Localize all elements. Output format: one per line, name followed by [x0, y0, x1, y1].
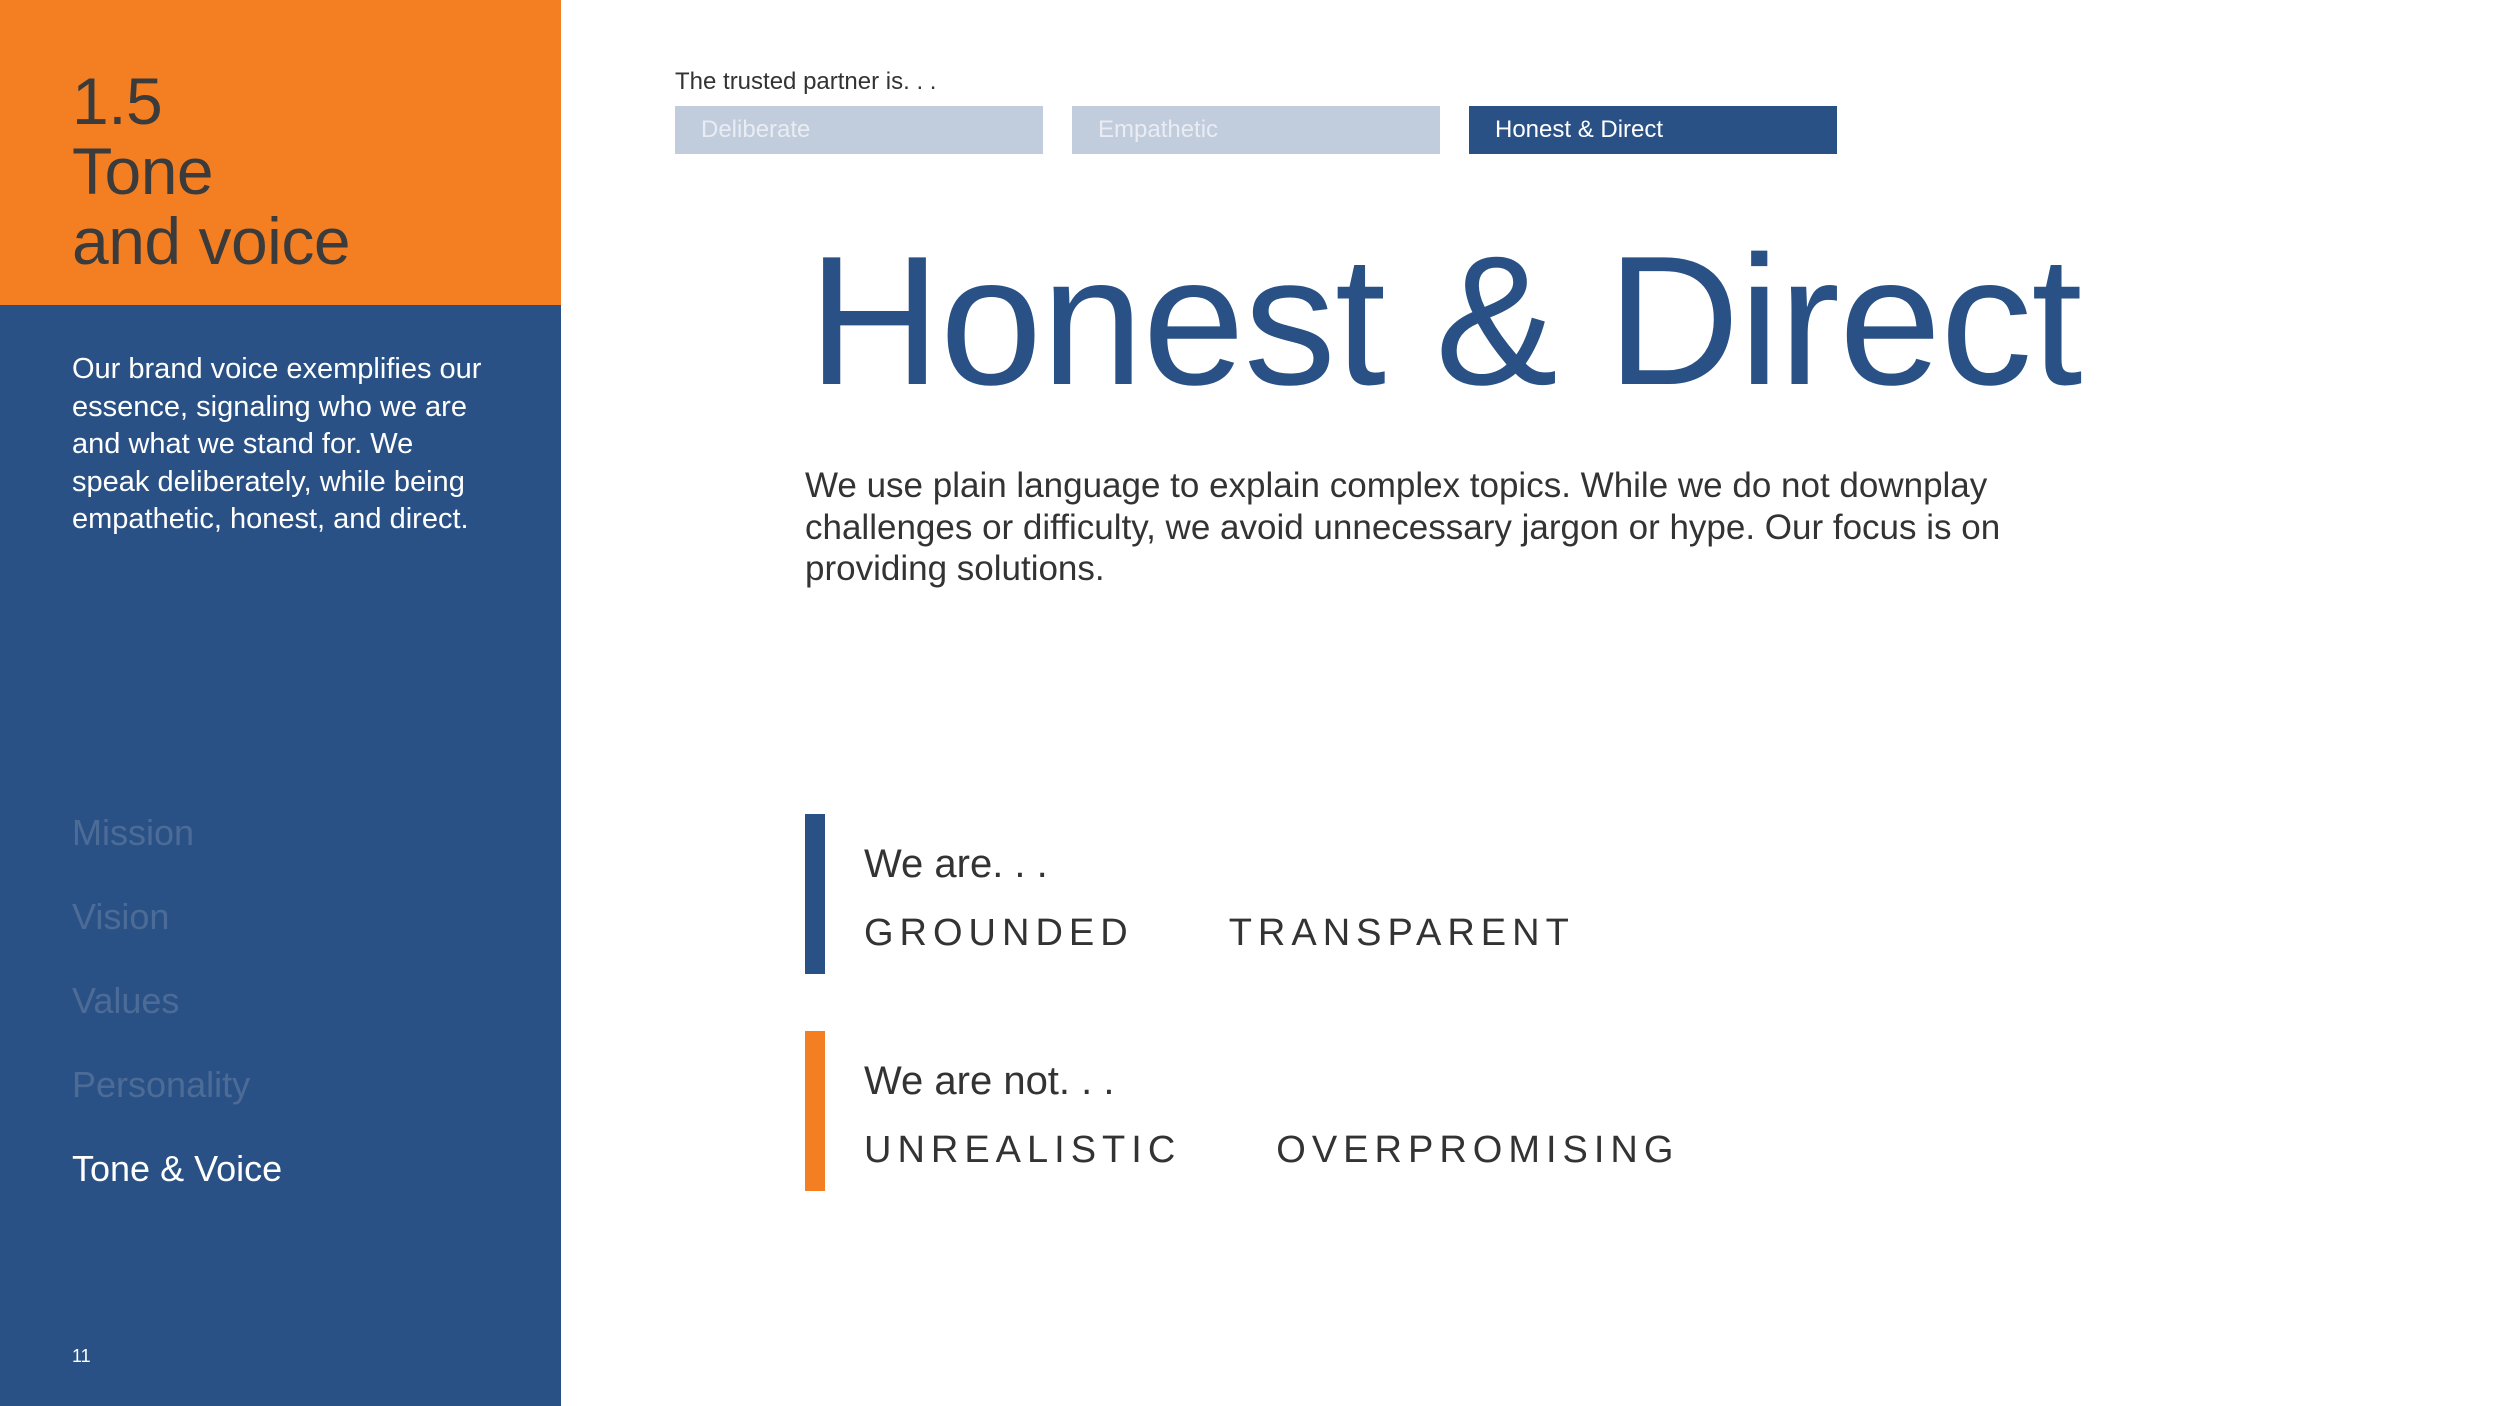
we-are-not-accent-bar	[805, 1031, 825, 1191]
section-number: 1.5	[72, 64, 163, 138]
main-content	[561, 0, 2500, 1406]
section-title	[72, 136, 512, 276]
nav-item-personality[interactable]: Personality	[72, 1064, 251, 1105]
we-are-not-words	[864, 1125, 1679, 1175]
trait-word-overpromising: OVERPROMISING	[1276, 1129, 1680, 1171]
nav-item-mission[interactable]: Mission	[72, 812, 195, 853]
trait-word-grounded: GROUNDED	[864, 912, 1134, 954]
tab-honest-direct[interactable]: Honest & Direct	[1469, 106, 1837, 154]
nav-item-tone-voice[interactable]: Tone & Voice	[72, 1148, 283, 1189]
tab-deliberate[interactable]: Deliberate	[675, 106, 1043, 154]
we-are-not-title: We are not. . .	[864, 1059, 1115, 1103]
section-header	[0, 0, 561, 305]
intro-text: Our brand voice exemplifies our essence, signaling who we are and what we stand for. We speak deliberately, while being empathetic, honest, and direct.	[72, 353, 482, 535]
tab-empathetic[interactable]: Empathetic	[1072, 106, 1440, 154]
page-number: 11	[72, 1346, 91, 1366]
nav-item-values[interactable]: Values	[72, 980, 180, 1021]
nav-item-vision[interactable]: Vision	[72, 896, 170, 937]
section-navigation	[72, 805, 282, 1225]
we-are-not-block	[805, 1031, 1805, 1191]
section-title-text: Tone and voice	[72, 134, 351, 278]
lead-label: The trusted partner is. . .	[675, 68, 937, 95]
trait-word-transparent: TRANSPARENT	[1228, 912, 1575, 954]
hero-title: Honest & Direct	[808, 217, 2082, 423]
we-are-words	[864, 908, 1575, 958]
hero-body: We use plain language to explain complex topics. While we do not downplay challenges or difficulty, we avoid unnecessary jargon or hype. Our focus is on providing solutions.	[805, 466, 2001, 588]
we-are-accent-bar	[805, 814, 825, 974]
sidebar	[0, 0, 561, 1406]
we-are-title: We are. . .	[864, 842, 1048, 886]
trait-word-unrealistic: UNREALISTIC	[864, 1129, 1182, 1171]
we-are-block	[805, 814, 1805, 974]
tone-tabs	[675, 106, 1837, 154]
